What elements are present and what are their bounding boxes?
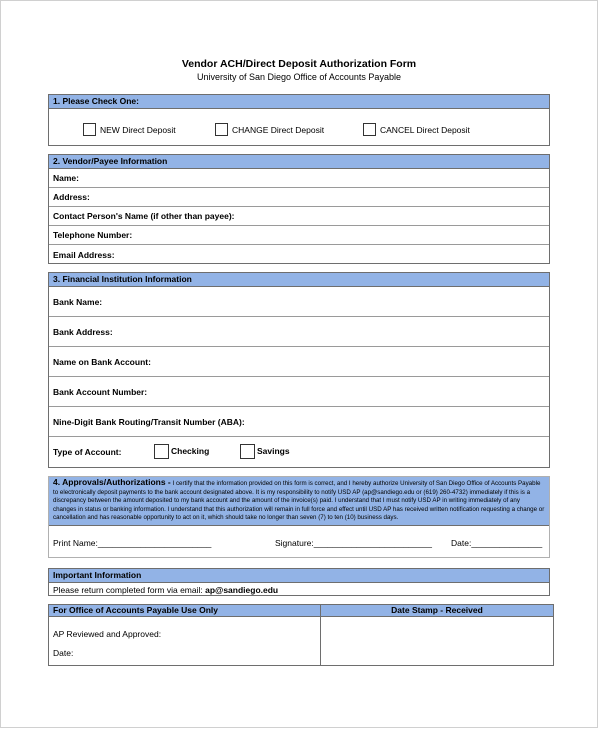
section-header: Important Information — [49, 569, 549, 583]
field-label: Type of Account: — [53, 447, 122, 457]
field-label: Telephone Number: — [53, 230, 133, 240]
signature-row — [49, 526, 549, 552]
date-stamp-panel — [321, 605, 553, 665]
contact-name-field[interactable] — [49, 207, 549, 226]
savings-checkbox[interactable] — [240, 444, 255, 459]
office-use-header: For Office of Accounts Payable Use Only — [49, 605, 320, 617]
signature-field[interactable]: Signature:_________________________ — [275, 537, 432, 548]
field-label: Email Address: — [53, 249, 115, 260]
return-text: Please return completed form via email: — [53, 585, 206, 595]
section-check-one — [48, 94, 550, 146]
date-stamp-header: Date Stamp - Received — [321, 605, 553, 617]
return-email[interactable]: ap@sandiego.edu — [205, 585, 279, 595]
authorization-text: I certify that the information provided on this form is correct, and I hereby authorize University of San Diego Office of Accounts Payable to electronically deposit payments to the bank account designated above. It is my responsibility to notify USD AP (ap@sandiego.edu or (619) 260-4732) immediately if this is a discrepancy between the amount deposited to my bank account and the amount of the invoice(s) paid. I understand that I must notify USD AP in writing immediately of any changes in status or banking information. I understand that this authorization will remain in full force and effect until USD AP has received written notification requesting a change or cancellation and has reasonable opportunity to act on it, which should take no longer than seven (7) to ten (10) business days. — [53, 480, 545, 522]
print-name-field[interactable]: Print Name:________________________ — [53, 537, 212, 548]
form-subtitle: University of San Diego Office of Accounts Payable — [197, 72, 401, 82]
option-change[interactable] — [215, 123, 324, 136]
new-checkbox[interactable] — [83, 123, 96, 136]
email-field[interactable] — [49, 245, 549, 264]
savings-label: Savings — [257, 446, 290, 456]
field-label: Nine-Digit Bank Routing/Transit Number (ABA): — [53, 416, 245, 427]
field-label: Bank Account Number: — [53, 386, 148, 397]
office-use-panel — [49, 605, 321, 665]
checking-checkbox[interactable] — [154, 444, 169, 459]
address-field[interactable] — [49, 188, 549, 207]
check-options — [49, 109, 549, 147]
authorization-text-block — [49, 477, 549, 526]
field-label: Name: — [53, 173, 79, 183]
bank-address-field[interactable] — [49, 317, 549, 347]
field-label: Bank Address: — [53, 326, 113, 337]
section-financial-info — [48, 272, 550, 468]
field-label: Contact Person's Name (if other than payee): — [53, 211, 235, 221]
name-on-account-field[interactable] — [49, 347, 549, 377]
office-date-label: Date: — [53, 648, 74, 658]
field-label: Address: — [53, 192, 90, 202]
routing-number-field[interactable] — [49, 407, 549, 437]
section-header: 2. Vendor/Payee Information — [49, 155, 549, 169]
section-header: 4. Approvals/Authorizations - — [53, 477, 171, 487]
checking-label: Checking — [171, 446, 210, 456]
account-number-field[interactable] — [49, 377, 549, 407]
return-instructions — [49, 583, 549, 597]
form-title: Vendor ACH/Direct Deposit Authorization Form — [181, 58, 417, 70]
office-use-section — [48, 604, 554, 666]
section-important-info — [48, 568, 550, 596]
account-type-row — [49, 437, 549, 467]
section-header: 1. Please Check One: — [49, 95, 549, 109]
telephone-field[interactable] — [49, 226, 549, 245]
section-vendor-info — [48, 154, 550, 264]
option-label: NEW Direct Deposit — [100, 124, 176, 135]
date-field[interactable]: Date:_______________ — [451, 537, 543, 548]
cancel-checkbox[interactable] — [363, 123, 376, 136]
field-label: Bank Name: — [53, 296, 103, 307]
field-label: Name on Bank Account: — [53, 356, 151, 367]
section-approvals — [48, 476, 550, 558]
option-cancel[interactable] — [363, 123, 470, 136]
option-label: CHANGE Direct Deposit — [232, 124, 325, 135]
reviewed-approved-label: AP Reviewed and Approved: — [53, 629, 162, 639]
name-field[interactable] — [49, 169, 549, 188]
change-checkbox[interactable] — [215, 123, 228, 136]
option-label: CANCEL Direct Deposit — [380, 124, 470, 135]
bank-name-field[interactable] — [49, 287, 549, 317]
option-new[interactable] — [83, 123, 176, 136]
section-header: 3. Financial Institution Information — [49, 273, 549, 287]
